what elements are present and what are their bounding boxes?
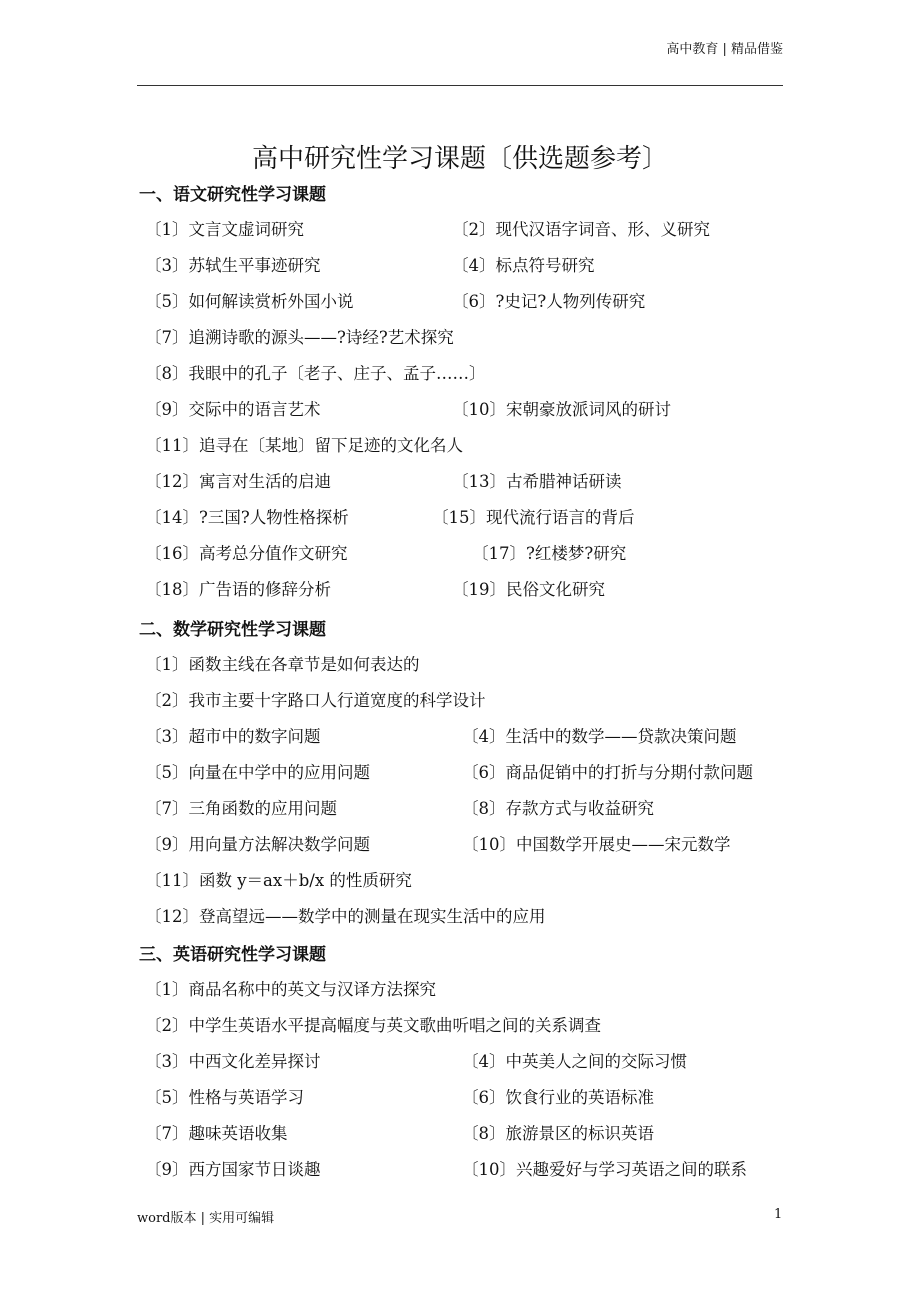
- topic-item: 〔17〕?红楼梦?研究: [472, 544, 627, 563]
- topic-item: 〔16〕高考总分值作文研究: [145, 544, 348, 563]
- topic-item: 〔9〕交际中的语言艺术: [145, 400, 321, 419]
- topic-item: 〔4〕生活中的数学——贷款决策问题: [462, 727, 737, 746]
- topic-item: 〔3〕苏轼生平事迹研究: [145, 256, 321, 275]
- page-footer: word版本 | 实用可编辑: [137, 1211, 275, 1226]
- topic-item: 〔10〕兴趣爱好与学习英语之间的联系: [462, 1160, 747, 1179]
- topic-item: 〔3〕中西文化差异探讨: [145, 1052, 321, 1071]
- page-header: 高中教育 | 精品借鉴: [666, 42, 783, 57]
- topic-item: 〔15〕现代流行语言的背后: [432, 508, 635, 527]
- topic-item: 〔1〕商品名称中的英文与汉译方法探究: [145, 980, 436, 999]
- topic-item: 〔12〕寓言对生活的启迪: [145, 472, 331, 491]
- topic-item: 〔6〕饮食行业的英语标准: [462, 1088, 654, 1107]
- section-heading: 二、数学研究性学习课题: [139, 620, 326, 640]
- topic-item: 〔2〕中学生英语水平提高幅度与英文歌曲听唱之间的关系调查: [145, 1016, 601, 1035]
- topic-item: 〔9〕用向量方法解决数学问题: [145, 835, 370, 854]
- topic-item: 〔5〕性格与英语学习: [145, 1088, 304, 1107]
- topic-item: 〔8〕存款方式与收益研究: [462, 799, 654, 818]
- topic-item: 〔8〕旅游景区的标识英语: [462, 1124, 654, 1143]
- topic-item: 〔9〕西方国家节日谈趣: [145, 1160, 321, 1179]
- header-rule: [137, 85, 783, 86]
- page-number: 1: [774, 1207, 783, 1222]
- topic-item: 〔1〕文言文虚词研究: [145, 220, 304, 239]
- section-heading: 三、英语研究性学习课题: [139, 945, 326, 965]
- topic-item: 〔3〕超市中的数字问题: [145, 727, 321, 746]
- topic-item: 〔6〕商品促销中的打折与分期付款问题: [462, 763, 753, 782]
- topic-item: 〔10〕中国数学开展史——宋元数学: [462, 835, 731, 854]
- topic-item: 〔4〕中英美人之间的交际习惯: [462, 1052, 687, 1071]
- topic-item: 〔19〕民俗文化研究: [452, 580, 605, 599]
- section-heading: 一、语文研究性学习课题: [139, 185, 326, 205]
- topic-item: 〔13〕古希腊神话研读: [452, 472, 622, 491]
- topic-item: 〔7〕三角函数的应用问题: [145, 799, 337, 818]
- topic-item: 〔12〕登高望远——数学中的测量在现实生活中的应用: [145, 907, 546, 926]
- topic-item: 〔2〕现代汉语字词音、形、义研究: [452, 220, 710, 239]
- topic-item: 〔6〕?史记?人物列传研究: [452, 292, 646, 311]
- topic-item: 〔8〕我眼中的孔子〔老子、庄子、孟子……〕: [145, 364, 486, 383]
- topic-item: 〔14〕?三国?人物性格探析: [145, 508, 349, 527]
- topic-item: 〔4〕标点符号研究: [452, 256, 595, 275]
- topic-item: 〔7〕趣味英语收集: [145, 1124, 288, 1143]
- topic-item: 〔7〕追溯诗歌的源头——?诗经?艺术探究: [145, 328, 454, 347]
- topic-item: 〔5〕如何解读赏析外国小说: [145, 292, 354, 311]
- topic-item: 〔2〕我市主要十字路口人行道宽度的科学设计: [145, 691, 486, 710]
- topic-item: 〔11〕函数 y＝ax＋b/x 的性质研究: [145, 871, 412, 890]
- topic-item: 〔11〕追寻在〔某地〕留下足迹的文化名人: [145, 436, 463, 455]
- document-title: 高中研究性学习课题〔供选题参考〕: [251, 144, 668, 174]
- topic-item: 〔18〕广告语的修辞分析: [145, 580, 331, 599]
- topic-item: 〔10〕宋朝豪放派词风的研讨: [452, 400, 671, 419]
- topic-item: 〔5〕向量在中学中的应用问题: [145, 763, 370, 782]
- topic-item: 〔1〕函数主线在各章节是如何表达的: [145, 655, 420, 674]
